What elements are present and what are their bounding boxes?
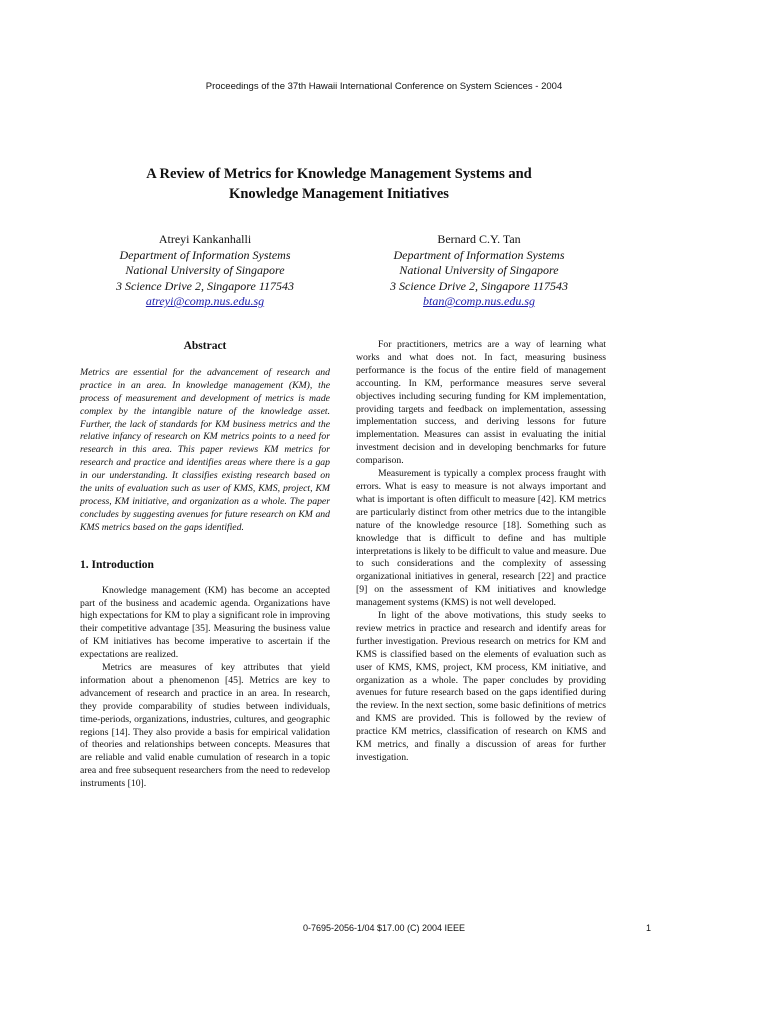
title-line-1: A Review of Metrics for Knowledge Management Systems and [146, 166, 532, 182]
body-paragraph-3: In light of the above motivations, this study seeks to review metrics in practice and research and identify areas for further investigation. Previous research on metrics for KM and KMS is classified based on the elements of evaluation such as user of KMS, KMS, project, KM process, KM initiative, and organization as a whole. The paper concludes by providing avenues for future research based on the gaps identified during the review. In the next section, some basic definitions of metrics and KMS are provided. This is followed by the review of practice KM metrics, classification of research on KMS and KM metrics, and finally a discussion of areas for further investigation. [356, 610, 606, 763]
title-line-2: Knowledge Management Initiatives [229, 186, 449, 202]
abstract-text: Metrics are essential for the advancement of research and practice in an area. In knowledge management (KM), the process of measurement and development of metrics is made complex by the intangible nature of the knowledge asset. Further, the lack of standards for KM business metrics and the relative infancy of research on KM metrics points to a need for research in this area. This paper reviews KM metrics for research and practice and identifies areas where there is a gap in our understanding. It classifies existing research based on the units of evaluation such as user of KMS, KMS, project, KM process, KM initiative, and organization as a whole. The paper concludes by suggesting avenues for future research on KM and KMS metrics based on the gaps identified. [80, 366, 330, 533]
body-paragraph-2: Measurement is typically a complex process fraught with errors. What is easy to measure is not always important and what is important is often difficult to measure [42]. KM metrics are particularly distinct from other metrics due to the intangible nature of the knowledge resource [18]. Something such as knowledge that is difficult to define and has multiple interpretations is likely to be difficult to value and measure. Due to such considerations and the complexity of assessing organizational initiatives in general, research [22] and practice [9] on the assessment of KM initiatives and knowledge management systems (KMS) is not well developed. [356, 468, 606, 609]
introduction-heading: 1. Introduction [80, 558, 154, 571]
author-department: Department of Information Systems [393, 247, 565, 262]
right-column [356, 339, 606, 765]
author-university: National University of Singapore [399, 263, 559, 277]
author-email-link[interactable]: btan@comp.nus.edu.sg [422, 294, 536, 308]
author-address: 3 Science Drive 2, Singapore 117543 [390, 278, 568, 293]
conference-header: Proceedings of the 37th Hawaii International Conference on System Sciences - 2004 [205, 81, 563, 92]
body-paragraph-1: For practitioners, metrics are a way of learning what works and what does not. In fact, measuring business performance is the focus of the entire field of management accounting. In KM, performance measures serve several objectives including securing funding for KM implementation, providing targets and feedback on implementation, assessing implementation success, and deriving lessons for future implementation. Measures can assist in evaluating the initial investment decision and in developing benchmarks for future comparison. [356, 339, 606, 467]
author-department: Department of Information Systems [119, 247, 291, 262]
abstract-heading: Abstract [183, 340, 227, 352]
author-email-link[interactable]: atreyi@comp.nus.edu.sg [145, 294, 265, 308]
intro-paragraph-1: Knowledge management (KM) has become an accepted part of the business and academic agenda. Organizations have high expectations for KM to play a significant role in improving their competitive advantage [35]. Measuring the business value of KM initiatives has become imperative to ascertain if the expectations are realized. [80, 584, 330, 661]
page-number: 1 [646, 923, 652, 933]
author-university: National University of Singapore [125, 263, 285, 277]
author-name: Bernard C.Y. Tan [437, 232, 521, 246]
intro-paragraph-2: Metrics are measures of key attributes that yield information about a phenomenon [45]. Metrics are key to advancement of research and practice in an area. In research, they provide comparability of studies between individuals, time-periods, organizations, industries, cultures, and geographic regions [14]. They also provide a basis for empirical validation of theories and relationships between concepts. Measures that are reliable and valid enable cumulation of research in a topic area and free subsequent researchers from the need to redevelop instruments [10]. [80, 662, 330, 790]
author-block-2 [344, 232, 614, 310]
author-address: 3 Science Drive 2, Singapore 117543 [116, 278, 294, 293]
author-name: Atreyi Kankanhalli [158, 232, 252, 246]
author-block-1 [70, 232, 340, 310]
paper-title [100, 164, 578, 204]
left-column [80, 340, 330, 791]
copyright-footer: 0-7695-2056-1/04 $17.00 (C) 2004 IEEE [302, 923, 466, 933]
